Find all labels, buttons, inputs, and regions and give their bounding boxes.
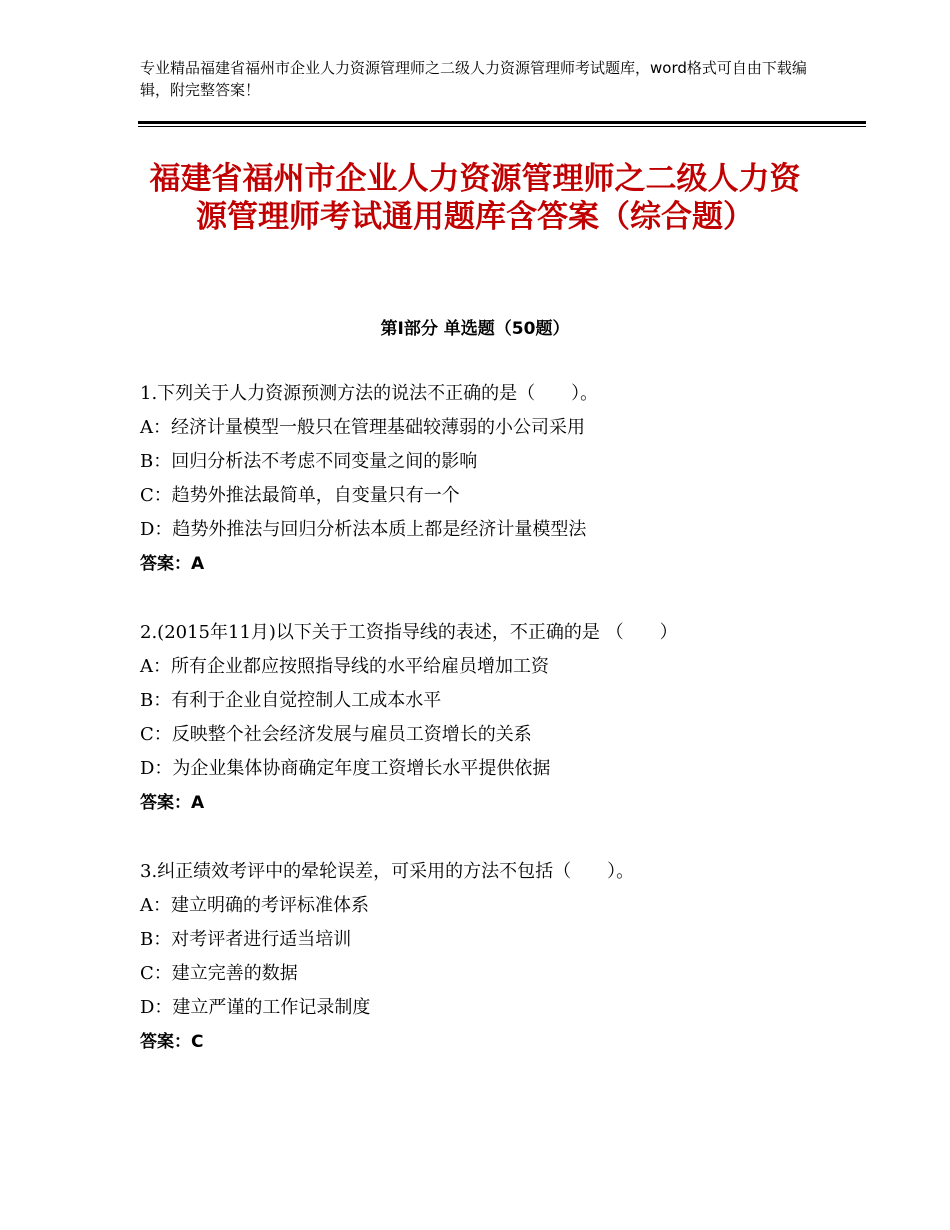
option-c: C：趋势外推法最简单，自变量只有一个 [140, 485, 460, 506]
option-d: D：建立严谨的工作记录制度 [140, 997, 371, 1018]
answer: 答案：A [140, 793, 205, 813]
option-a: A：经济计量模型一般只在管理基础较薄弱的小公司采用 [140, 417, 585, 438]
document-title: 福建省福州市企业人力资源管理师之二级人力资源管理师考试通用题库含答案（综合题） [149, 161, 801, 235]
question-3 [140, 858, 840, 1062]
option-a: A：建立明确的考评标准体系 [140, 895, 369, 916]
header-divider-thin [138, 126, 866, 127]
question-1 [140, 380, 840, 584]
answer: 答案：C [140, 1032, 204, 1052]
question-stem: 1.下列关于人力资源预测方法的说法不正确的是（ ）。 [140, 383, 599, 404]
question-2 [140, 619, 840, 823]
question-stem: 2.(2015年11月)以下关于工资指导线的表述，不正确的是 （ ） [140, 622, 678, 643]
header-note: 专业精品福建省福州市企业人力资源管理师之二级人力资源管理师考试题库，word格式可自由下载编辑，附完整答案！ [140, 59, 807, 99]
option-c: C：反映整个社会经济发展与雇员工资增长的关系 [140, 724, 532, 745]
question-stem: 3.纠正绩效考评中的晕轮误差，可采用的方法不包括（ ）。 [140, 861, 635, 882]
option-b: B：对考评者进行适当培训 [140, 929, 352, 950]
option-a: A：所有企业都应按照指导线的水平给雇员增加工资 [140, 656, 549, 677]
answer: 答案：A [140, 554, 205, 574]
option-d: D：趋势外推法与回归分析法本质上都是经济计量模型法 [140, 519, 587, 540]
option-b: B：有利于企业自觉控制人工成本水平 [140, 690, 442, 711]
option-c: C：建立完善的数据 [140, 963, 298, 984]
option-d: D：为企业集体协商确定年度工资增长水平提供依据 [140, 758, 551, 779]
header-divider-thick [138, 121, 866, 124]
option-b: B：回归分析法不考虑不同变量之间的影响 [140, 451, 478, 472]
section-title: 第Ⅰ部分 单选题（50题） [380, 319, 570, 339]
